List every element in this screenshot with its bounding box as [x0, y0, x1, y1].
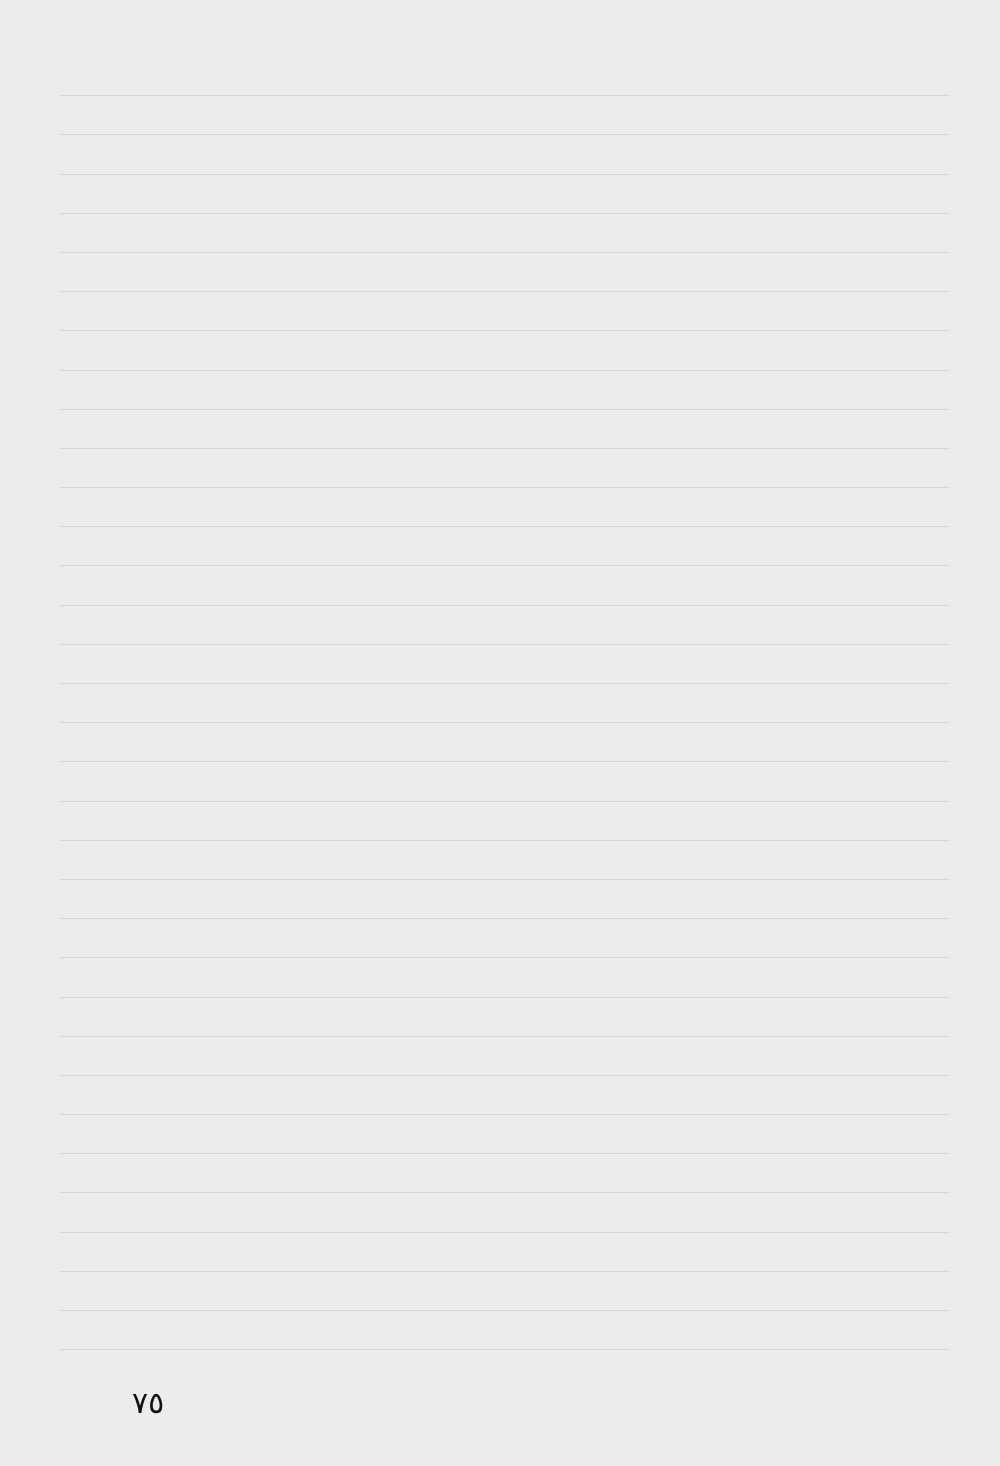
manuscript-line-1: [60, 66, 950, 105]
manuscript-line-7: [60, 301, 950, 340]
manuscript-line-17: [60, 693, 950, 732]
manuscript-line-30: [60, 1202, 950, 1241]
manuscript-line-28: [60, 1124, 950, 1163]
page-number: ٧٥: [132, 1386, 165, 1421]
manuscript-line-5: [60, 223, 950, 262]
manuscript-line-14: [60, 575, 950, 614]
manuscript-line-24: [60, 967, 950, 1006]
manuscript-line-8: [60, 340, 950, 379]
manuscript-line-9: [60, 380, 950, 419]
manuscript-line-26: [60, 1046, 950, 1085]
manuscript-line-16: [60, 654, 950, 693]
manuscript-line-4: [60, 184, 950, 223]
manuscript-line-22: [60, 889, 950, 928]
manuscript-line-2: [60, 105, 950, 144]
manuscript-line-18: [60, 732, 950, 771]
manuscript-line-32: [60, 1281, 950, 1320]
manuscript-line-29: [60, 1163, 950, 1202]
manuscript-line-10: [60, 419, 950, 458]
manuscript-text-block: [60, 66, 950, 1359]
manuscript-line-23: [60, 928, 950, 967]
manuscript-line-20: [60, 811, 950, 850]
manuscript-line-3: [60, 144, 950, 183]
manuscript-line-6: [60, 262, 950, 301]
manuscript-line-13: [60, 536, 950, 575]
manuscript-line-15: [60, 615, 950, 654]
manuscript-line-33: [60, 1320, 950, 1359]
manuscript-line-25: [60, 1007, 950, 1046]
manuscript-line-11: [60, 458, 950, 497]
manuscript-line-21: [60, 850, 950, 889]
manuscript-line-12: [60, 497, 950, 536]
manuscript-line-31: [60, 1242, 950, 1281]
manuscript-line-19: [60, 771, 950, 810]
manuscript-line-27: [60, 1085, 950, 1124]
